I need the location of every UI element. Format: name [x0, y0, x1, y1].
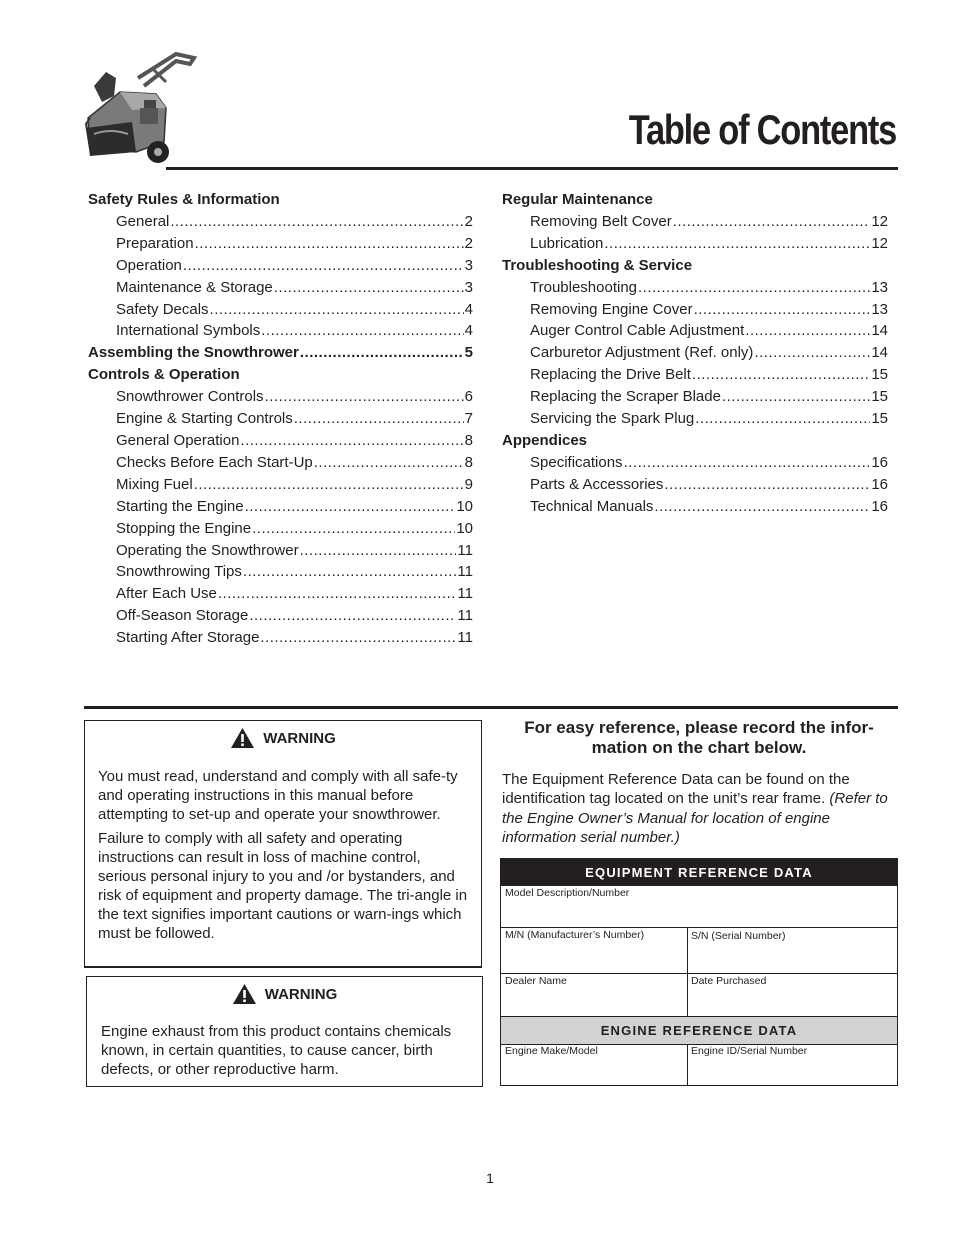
- toc-leader-dots: [694, 299, 871, 321]
- toc-entry[interactable]: [88, 430, 473, 452]
- toc-entry-page: 12: [871, 234, 888, 252]
- warning-text: Failure to comply with all safety and operating instructions can result in loss of machine control, serious personal injury to you and /or bystanders, and risk of equipment and property damage. The tri-angle in the text signifies important cautions or warn-ings which must be followed.: [98, 830, 468, 942]
- toc-leader-dots: [245, 496, 456, 518]
- header-rule: [166, 167, 898, 170]
- toc-leader-dots: [249, 605, 456, 627]
- toc-entry-page: 11: [457, 541, 473, 559]
- toc-entry-label: Removing Engine Cover: [530, 300, 693, 318]
- toc-leader-dots: [274, 277, 464, 299]
- toc-leader-dots: [252, 518, 455, 540]
- equipment-reference-title: EQUIPMENT REFERENCE DATA: [501, 859, 897, 886]
- mn-label: M/N (Manufacturer’s Number): [505, 929, 645, 941]
- toc-entry-page: 11: [457, 585, 473, 603]
- toc-entry-page: 3: [464, 256, 473, 274]
- toc-leader-dots: [654, 496, 870, 518]
- reference-intro: [502, 770, 897, 847]
- toc-entry-page: 8: [464, 453, 473, 471]
- toc-entry-label: Lubrication: [530, 234, 604, 252]
- toc-entry-page: 16: [871, 453, 888, 471]
- engine-id-label: Engine ID/Serial Number: [691, 1045, 808, 1057]
- toc-entry-label: General Operation: [116, 431, 240, 449]
- toc-leader-dots: [692, 364, 870, 386]
- toc-entry-label: Snowthrower Controls: [116, 388, 264, 406]
- warning-title: WARNING: [263, 729, 336, 747]
- toc-leader-dots: [314, 452, 464, 474]
- toc-entry-page: 11: [457, 629, 473, 647]
- toc-entry[interactable]: [502, 211, 888, 233]
- warning-title: WARNING: [264, 985, 338, 1003]
- toc-leader-dots: [300, 342, 464, 364]
- toc-entry[interactable]: [502, 342, 888, 364]
- page-title: Table of Contents: [628, 106, 896, 153]
- toc-section-heading: Controls & Operation: [88, 366, 240, 384]
- toc-entry[interactable]: [502, 496, 888, 518]
- table-rule: [501, 973, 897, 974]
- toc-leader-dots: [261, 320, 463, 342]
- model-description-label: Model Description/Number: [505, 887, 630, 899]
- toc-leader-dots: [210, 299, 464, 321]
- toc-entry-label: Specifications: [530, 453, 623, 471]
- toc-leader-dots: [673, 211, 871, 233]
- toc-leader-dots: [265, 386, 464, 408]
- toc-entry-label: Preparation: [116, 234, 194, 252]
- toc-entry[interactable]: [502, 299, 888, 321]
- toc-entry-page: 2: [464, 212, 473, 230]
- toc-entry-label: Replacing the Scraper Blade: [530, 388, 721, 406]
- toc-entry[interactable]: [88, 474, 473, 496]
- toc-entry-label: After Each Use: [116, 585, 217, 603]
- table-rule: [501, 927, 897, 928]
- warning-heading: [87, 983, 482, 1005]
- toc-entry-label: Starting the Engine: [116, 497, 244, 515]
- toc-entry-page: 6: [464, 388, 473, 406]
- toc-entry-page: 10: [456, 519, 473, 537]
- toc-entry-page: 3: [464, 278, 473, 296]
- toc-leader-dots: [604, 233, 870, 255]
- reference-heading: For easy reference, please record the infor-mation on the chart below.: [524, 718, 874, 757]
- toc-leader-dots: [754, 342, 870, 364]
- warning-box-exhaust: [86, 976, 483, 1087]
- toc-entry-label: Removing Belt Cover: [530, 212, 672, 230]
- toc-section-heading: Regular Maintenance: [502, 191, 653, 208]
- toc-section-heading: Troubleshooting & Service: [502, 256, 693, 274]
- toc-section-heading: Safety Rules & Information: [88, 191, 280, 208]
- toc-entry-label: Mixing Fuel: [116, 475, 193, 493]
- toc-entry[interactable]: [88, 408, 473, 430]
- toc-leader-dots: [745, 320, 870, 342]
- toc-entry[interactable]: [88, 277, 473, 299]
- sn-label: S/N (Serial Number): [691, 930, 786, 942]
- engine-make-label: Engine Make/Model: [505, 1045, 598, 1057]
- toc-leader-dots: [243, 561, 457, 583]
- toc-leader-dots: [240, 430, 463, 452]
- toc-left-column: [88, 189, 473, 649]
- toc-entry-label: Parts & Accessories: [530, 475, 664, 493]
- toc-entry[interactable]: [88, 561, 473, 583]
- toc-entry-label: International Symbols: [116, 322, 261, 340]
- toc-entry[interactable]: [88, 386, 473, 408]
- toc-entry[interactable]: [502, 452, 888, 474]
- toc-entry-label: Engine & Starting Controls: [116, 410, 293, 428]
- warning-text: Engine exhaust from this product contains chemicals known, in certain quantities, to cause cancer, birth defects, or other reproductive harm.: [101, 1023, 452, 1078]
- table-rule: [687, 1043, 688, 1086]
- toc-section-heading: Appendices: [502, 431, 588, 449]
- toc-entry-page: 11: [457, 563, 473, 581]
- toc-entry[interactable]: [88, 518, 473, 540]
- toc-entry-label: Starting After Storage: [116, 629, 260, 647]
- page-number: 1: [486, 1170, 494, 1186]
- toc-leader-dots: [170, 211, 463, 233]
- toc-entry-label: Checks Before Each Start-Up: [116, 453, 313, 471]
- toc-entry-page: 15: [871, 410, 888, 428]
- toc-entry-label: Stopping the Engine: [116, 519, 252, 537]
- snowthrower-illustration: [80, 48, 204, 172]
- toc-entry[interactable]: [88, 299, 473, 321]
- toc-entry[interactable]: [88, 342, 473, 364]
- toc-entry[interactable]: [502, 386, 888, 408]
- toc-leader-dots: [300, 540, 457, 562]
- toc-entry-page: 5: [464, 344, 473, 362]
- toc-entry[interactable]: [88, 627, 473, 649]
- warning-triangle-icon: [232, 983, 257, 1005]
- toc-leader-dots: [260, 627, 456, 649]
- toc-entry-page: 14: [871, 322, 888, 340]
- toc-entry-label: Operation: [116, 256, 182, 274]
- toc-entry-page: 13: [871, 300, 888, 318]
- toc-leader-dots: [664, 474, 870, 496]
- toc-entry-page: 10: [456, 497, 473, 515]
- toc-entry-page: 4: [464, 322, 473, 340]
- toc-entry-page: 4: [464, 300, 473, 318]
- toc-leader-dots: [638, 277, 870, 299]
- toc-entry-label: Replacing the Drive Belt: [530, 366, 691, 384]
- toc-entry[interactable]: [88, 583, 473, 605]
- toc-entry-label: General: [116, 212, 170, 230]
- toc-entry[interactable]: [88, 496, 473, 518]
- toc-entry-label: Snowthrowing Tips: [116, 563, 242, 581]
- toc-entry[interactable]: [502, 277, 888, 299]
- toc-entry-label: Maintenance & Storage: [116, 278, 273, 296]
- toc-entry-label: Off-Season Storage: [116, 607, 249, 625]
- toc-entry[interactable]: [502, 233, 888, 255]
- toc-leader-dots: [294, 408, 464, 430]
- warning-triangle-icon: [230, 727, 255, 749]
- section-rule: [84, 706, 898, 709]
- reference-intro-text: The Equipment Reference Data can be found on the identification tag located on the unit’s rear frame.: [502, 771, 850, 808]
- toc-entry[interactable]: [88, 233, 473, 255]
- toc-leader-dots: [183, 255, 464, 277]
- toc-entry[interactable]: [88, 540, 473, 562]
- warning-box-safety: [84, 720, 482, 968]
- toc-leader-dots: [194, 474, 464, 496]
- toc-entry-page: 11: [457, 607, 473, 625]
- toc-entry[interactable]: [88, 605, 473, 627]
- toc-leader-dots: [624, 452, 871, 474]
- date-purchased-label: Date Purchased: [691, 975, 767, 987]
- toc-entry[interactable]: [88, 452, 473, 474]
- toc-entry[interactable]: [88, 255, 473, 277]
- warning-text: You must read, understand and comply with all safe-ty and operating instructions in this manual before attempting to set-up and operate your snowthrower.: [98, 768, 458, 823]
- toc-entry-label: Troubleshooting: [530, 278, 638, 296]
- toc-entry-page: 7: [464, 410, 473, 428]
- toc-right-column: [502, 189, 888, 518]
- toc-entry-page: 8: [464, 431, 473, 449]
- table-rule: [687, 927, 688, 1016]
- toc-entry-label: Servicing the Spark Plug: [530, 410, 695, 428]
- toc-entry-page: 2: [464, 234, 473, 252]
- toc-leader-dots: [218, 583, 457, 605]
- toc-entry[interactable]: [502, 364, 888, 386]
- toc-entry-label: Auger Control Cable Adjustment: [530, 322, 745, 340]
- dealer-name-label: Dealer Name: [505, 975, 567, 987]
- equipment-reference-table: [500, 858, 898, 1086]
- toc-entry-page: 16: [871, 475, 888, 493]
- toc-entry[interactable]: [502, 320, 888, 342]
- toc-entry-page: 14: [871, 344, 888, 362]
- toc-entry-page: 13: [871, 278, 888, 296]
- toc-leader-dots: [195, 233, 464, 255]
- toc-entry-page: 16: [871, 497, 888, 515]
- toc-entry-label: Safety Decals: [116, 300, 209, 318]
- toc-entry[interactable]: [88, 211, 473, 233]
- toc-entry-label: Assembling the Snowthrower: [88, 344, 299, 362]
- toc-entry-page: 15: [871, 388, 888, 406]
- toc-entry-page: 12: [871, 212, 888, 230]
- toc-leader-dots: [695, 408, 870, 430]
- reference-intro-note: (Refer to the Engine Owner’s Manual for location of engine information serial number.): [502, 790, 888, 846]
- toc-entry-label: Operating the Snowthrower: [116, 541, 299, 559]
- toc-entry-page: 15: [871, 366, 888, 384]
- toc-entry-page: 9: [464, 475, 473, 493]
- toc-entry[interactable]: [88, 320, 473, 342]
- warning-heading: [85, 727, 481, 749]
- toc-entry[interactable]: [502, 474, 888, 496]
- toc-entry-label: Technical Manuals: [530, 497, 654, 515]
- toc-entry-label: Carburetor Adjustment (Ref. only): [530, 344, 754, 362]
- toc-entry[interactable]: [502, 408, 888, 430]
- toc-leader-dots: [722, 386, 870, 408]
- engine-reference-title: ENGINE REFERENCE DATA: [501, 1016, 897, 1045]
